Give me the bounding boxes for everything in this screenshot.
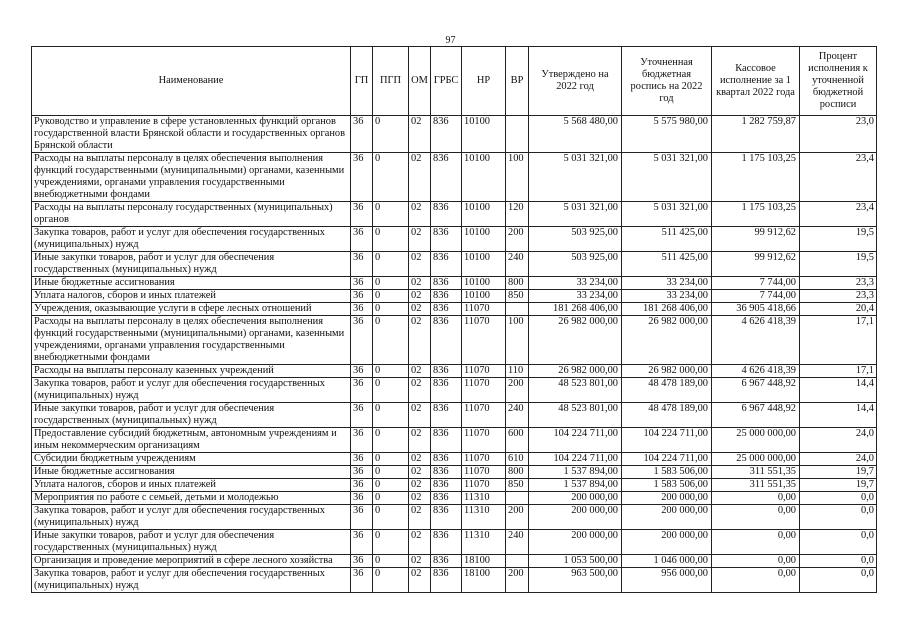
row-percent: 24,0: [800, 428, 877, 453]
row-ppgp: 0: [373, 453, 409, 466]
row-om: 02: [409, 303, 431, 316]
row-grbs: 836: [431, 153, 462, 202]
page-number: 97: [445, 35, 456, 46]
row-gp: 36: [351, 365, 373, 378]
row-om: 02: [409, 492, 431, 505]
row-cash: 6 967 448,92: [712, 378, 800, 403]
header-approved: Утверждено на 2022 год: [529, 47, 622, 116]
header-row: [32, 47, 877, 116]
row-cash: 4 626 418,39: [712, 365, 800, 378]
row-gp: 36: [351, 116, 373, 153]
row-nr: 10100: [462, 277, 506, 290]
row-ppgp: 0: [373, 530, 409, 555]
row-approved: 503 925,00: [529, 227, 622, 252]
row-name: Мероприятия по работе с семьей, детьми и молодежью: [32, 492, 351, 505]
row-grbs: 836: [431, 303, 462, 316]
row-cash: 99 912,62: [712, 252, 800, 277]
row-percent: 23,4: [800, 153, 877, 202]
row-name: Закупка товаров, работ и услуг для обеспечения государственных (муниципальных) нужд: [32, 568, 351, 593]
row-om: 02: [409, 505, 431, 530]
row-refined: 5 575 980,00: [622, 116, 712, 153]
row-gp: 36: [351, 453, 373, 466]
row-vr: 800: [506, 277, 529, 290]
row-vr: 100: [506, 153, 529, 202]
row-vr: 610: [506, 453, 529, 466]
table-row: [32, 555, 877, 568]
row-name: Иные бюджетные ассигнования: [32, 277, 351, 290]
table-row: [32, 290, 877, 303]
row-om: 02: [409, 378, 431, 403]
row-ppgp: 0: [373, 403, 409, 428]
row-approved: 200 000,00: [529, 492, 622, 505]
row-name: Иные закупки товаров, работ и услуг для обеспечения государственных (муниципальных) нужд: [32, 530, 351, 555]
row-om: 02: [409, 202, 431, 227]
row-grbs: 836: [431, 530, 462, 555]
row-grbs: 836: [431, 505, 462, 530]
header-vr: ВР: [506, 47, 529, 116]
row-cash: 25 000 000,00: [712, 453, 800, 466]
row-grbs: 836: [431, 365, 462, 378]
row-name: Руководство и управление в сфере установленных функций органов государственной власти Брянской области и государственных органов Брянской области: [32, 116, 351, 153]
table-row: [32, 568, 877, 593]
row-ppgp: 0: [373, 252, 409, 277]
row-gp: 36: [351, 428, 373, 453]
row-percent: 23,4: [800, 202, 877, 227]
row-percent: 0,0: [800, 530, 877, 555]
row-percent: 19,5: [800, 252, 877, 277]
row-refined: 33 234,00: [622, 277, 712, 290]
row-refined: 104 224 711,00: [622, 453, 712, 466]
row-nr: 10100: [462, 116, 506, 153]
row-name: Предоставление субсидий бюджетным, автономным учреждениям и иным некоммерческим организациям: [32, 428, 351, 453]
table-row: [32, 479, 877, 492]
row-gp: 36: [351, 479, 373, 492]
row-nr: 11070: [462, 316, 506, 365]
row-name: Учреждения, оказывающие услуги в сфере лесных отношений: [32, 303, 351, 316]
row-nr: 10100: [462, 290, 506, 303]
row-percent: 14,4: [800, 378, 877, 403]
row-approved: 26 982 000,00: [529, 365, 622, 378]
table-row: [32, 466, 877, 479]
row-grbs: 836: [431, 277, 462, 290]
row-cash: 99 912,62: [712, 227, 800, 252]
row-nr: 11070: [462, 428, 506, 453]
row-ppgp: 0: [373, 378, 409, 403]
row-nr: 11070: [462, 403, 506, 428]
row-cash: 25 000 000,00: [712, 428, 800, 453]
row-cash: 1 175 103,25: [712, 202, 800, 227]
row-refined: 200 000,00: [622, 505, 712, 530]
row-vr: 200: [506, 505, 529, 530]
row-ppgp: 0: [373, 505, 409, 530]
row-gp: 36: [351, 403, 373, 428]
table-body: [32, 116, 877, 593]
row-cash: 311 551,35: [712, 466, 800, 479]
row-refined: 1 046 000,00: [622, 555, 712, 568]
row-nr: 11310: [462, 492, 506, 505]
row-cash: 36 905 418,66: [712, 303, 800, 316]
row-percent: 19,5: [800, 227, 877, 252]
row-gp: 36: [351, 153, 373, 202]
row-vr: 240: [506, 252, 529, 277]
row-vr: [506, 303, 529, 316]
row-name: Расходы на выплаты персоналу казенных учреждений: [32, 365, 351, 378]
table-row: [32, 202, 877, 227]
row-vr: [506, 116, 529, 153]
row-name: Расходы на выплаты персоналу в целях обеспечения выполнения функций государственными (муниципальными) органами, казенными учреждениями, органами управления государственными внебюджетными фондами: [32, 153, 351, 202]
row-name: Уплата налогов, сборов и иных платежей: [32, 290, 351, 303]
row-cash: 6 967 448,92: [712, 403, 800, 428]
table-row: [32, 428, 877, 453]
row-ppgp: 0: [373, 303, 409, 316]
row-gp: 36: [351, 316, 373, 365]
row-om: 02: [409, 277, 431, 290]
row-vr: 240: [506, 403, 529, 428]
row-nr: 10100: [462, 252, 506, 277]
row-grbs: 836: [431, 492, 462, 505]
row-gp: 36: [351, 378, 373, 403]
row-nr: 11070: [462, 453, 506, 466]
row-percent: 0,0: [800, 555, 877, 568]
row-om: 02: [409, 428, 431, 453]
row-refined: 511 425,00: [622, 252, 712, 277]
row-approved: 33 234,00: [529, 277, 622, 290]
row-om: 02: [409, 153, 431, 202]
row-gp: 36: [351, 227, 373, 252]
row-gp: 36: [351, 277, 373, 290]
row-ppgp: 0: [373, 277, 409, 290]
row-vr: 200: [506, 568, 529, 593]
row-nr: 11070: [462, 378, 506, 403]
row-nr: 18100: [462, 568, 506, 593]
header-om: ОМ: [409, 47, 431, 116]
row-om: 02: [409, 466, 431, 479]
header-ppgp: ПГП: [373, 47, 409, 116]
header-nr: НР: [462, 47, 506, 116]
row-refined: 5 031 321,00: [622, 153, 712, 202]
row-percent: 24,0: [800, 453, 877, 466]
row-name: Субсидии бюджетным учреждениям: [32, 453, 351, 466]
row-vr: 240: [506, 530, 529, 555]
row-approved: 5 031 321,00: [529, 202, 622, 227]
row-om: 02: [409, 316, 431, 365]
table-row: [32, 277, 877, 290]
row-refined: 48 478 189,00: [622, 378, 712, 403]
row-nr: 10100: [462, 153, 506, 202]
table-row: [32, 505, 877, 530]
row-grbs: 836: [431, 555, 462, 568]
row-vr: [506, 555, 529, 568]
row-refined: 48 478 189,00: [622, 403, 712, 428]
row-gp: 36: [351, 202, 373, 227]
row-name: Закупка товаров, работ и услуг для обеспечения государственных (муниципальных) нужд: [32, 378, 351, 403]
row-grbs: 836: [431, 568, 462, 593]
row-om: 02: [409, 555, 431, 568]
row-ppgp: 0: [373, 202, 409, 227]
row-ppgp: 0: [373, 492, 409, 505]
row-nr: 11310: [462, 505, 506, 530]
table-row: [32, 492, 877, 505]
row-om: 02: [409, 290, 431, 303]
row-vr: 100: [506, 316, 529, 365]
row-percent: 20,4: [800, 303, 877, 316]
row-approved: 963 500,00: [529, 568, 622, 593]
row-percent: 0,0: [800, 505, 877, 530]
row-om: 02: [409, 365, 431, 378]
row-gp: 36: [351, 530, 373, 555]
row-approved: 33 234,00: [529, 290, 622, 303]
row-percent: 14,4: [800, 403, 877, 428]
row-vr: [506, 492, 529, 505]
row-nr: 11070: [462, 466, 506, 479]
row-name: Иные закупки товаров, работ и услуг для обеспечения государственных (муниципальных) нужд: [32, 403, 351, 428]
row-approved: 5 031 321,00: [529, 153, 622, 202]
row-grbs: 836: [431, 316, 462, 365]
row-cash: 0,00: [712, 492, 800, 505]
row-vr: 800: [506, 466, 529, 479]
row-refined: 33 234,00: [622, 290, 712, 303]
row-om: 02: [409, 252, 431, 277]
row-percent: 19,7: [800, 466, 877, 479]
row-grbs: 836: [431, 290, 462, 303]
header-refined: Уточненная бюджетная роспись на 2022 год: [622, 47, 712, 116]
row-approved: 5 568 480,00: [529, 116, 622, 153]
row-gp: 36: [351, 492, 373, 505]
table-row: [32, 403, 877, 428]
row-approved: 181 268 406,00: [529, 303, 622, 316]
row-gp: 36: [351, 252, 373, 277]
row-vr: 200: [506, 378, 529, 403]
row-cash: 1 175 103,25: [712, 153, 800, 202]
row-name: Уплата налогов, сборов и иных платежей: [32, 479, 351, 492]
row-name: Закупка товаров, работ и услуг для обеспечения государственных (муниципальных) нужд: [32, 227, 351, 252]
table-row: [32, 530, 877, 555]
row-name: Расходы на выплаты персоналу государственных (муниципальных) органов: [32, 202, 351, 227]
table-row: [32, 303, 877, 316]
row-ppgp: 0: [373, 290, 409, 303]
row-gp: 36: [351, 466, 373, 479]
row-name: Иные закупки товаров, работ и услуг для обеспечения государственных (муниципальных) нужд: [32, 252, 351, 277]
row-cash: 0,00: [712, 555, 800, 568]
row-refined: 5 031 321,00: [622, 202, 712, 227]
row-vr: 200: [506, 227, 529, 252]
row-grbs: 836: [431, 252, 462, 277]
row-nr: 10100: [462, 227, 506, 252]
row-om: 02: [409, 227, 431, 252]
row-cash: 0,00: [712, 530, 800, 555]
row-grbs: 836: [431, 479, 462, 492]
row-grbs: 836: [431, 403, 462, 428]
row-percent: 17,1: [800, 316, 877, 365]
row-grbs: 836: [431, 428, 462, 453]
row-nr: 11310: [462, 530, 506, 555]
row-grbs: 836: [431, 227, 462, 252]
row-refined: 1 583 506,00: [622, 466, 712, 479]
row-grbs: 836: [431, 202, 462, 227]
row-percent: 0,0: [800, 492, 877, 505]
row-ppgp: 0: [373, 316, 409, 365]
row-gp: 36: [351, 555, 373, 568]
header-grbs: ГРБС: [431, 47, 462, 116]
row-cash: 1 282 759,87: [712, 116, 800, 153]
row-gp: 36: [351, 505, 373, 530]
header-percent: Процент исполнения к уточненной бюджетной росписи: [800, 47, 877, 116]
row-vr: 850: [506, 479, 529, 492]
row-nr: 11070: [462, 365, 506, 378]
row-name: Иные бюджетные ассигнования: [32, 466, 351, 479]
header-cash: Кассовое исполнение за 1 квартал 2022 года: [712, 47, 800, 116]
row-approved: 200 000,00: [529, 505, 622, 530]
row-percent: 23,3: [800, 290, 877, 303]
table-row: [32, 316, 877, 365]
row-grbs: 836: [431, 453, 462, 466]
row-refined: 26 982 000,00: [622, 316, 712, 365]
row-grbs: 836: [431, 466, 462, 479]
header-gp: ГП: [351, 47, 373, 116]
row-ppgp: 0: [373, 428, 409, 453]
row-ppgp: 0: [373, 555, 409, 568]
row-ppgp: 0: [373, 466, 409, 479]
table-row: [32, 252, 877, 277]
row-approved: 1 053 500,00: [529, 555, 622, 568]
row-name: Закупка товаров, работ и услуг для обеспечения государственных (муниципальных) нужд: [32, 505, 351, 530]
row-om: 02: [409, 530, 431, 555]
row-cash: 0,00: [712, 505, 800, 530]
row-om: 02: [409, 479, 431, 492]
row-gp: 36: [351, 568, 373, 593]
row-vr: 110: [506, 365, 529, 378]
row-cash: 7 744,00: [712, 277, 800, 290]
row-percent: 0,0: [800, 568, 877, 593]
budget-table: [31, 46, 877, 593]
table-row: [32, 365, 877, 378]
row-percent: 17,1: [800, 365, 877, 378]
table-row: [32, 453, 877, 466]
row-approved: 1 537 894,00: [529, 479, 622, 492]
header-name: Наименование: [32, 47, 351, 116]
row-refined: 200 000,00: [622, 492, 712, 505]
row-nr: 11070: [462, 303, 506, 316]
row-cash: 0,00: [712, 568, 800, 593]
row-ppgp: 0: [373, 153, 409, 202]
row-cash: 311 551,35: [712, 479, 800, 492]
row-refined: 511 425,00: [622, 227, 712, 252]
row-nr: 10100: [462, 202, 506, 227]
row-om: 02: [409, 568, 431, 593]
row-ppgp: 0: [373, 568, 409, 593]
row-nr: 18100: [462, 555, 506, 568]
row-name: Организация и проведение мероприятий в сфере лесного хозяйства: [32, 555, 351, 568]
row-refined: 1 583 506,00: [622, 479, 712, 492]
row-ppgp: 0: [373, 116, 409, 153]
row-cash: 7 744,00: [712, 290, 800, 303]
row-refined: 200 000,00: [622, 530, 712, 555]
row-refined: 104 224 711,00: [622, 428, 712, 453]
row-approved: 48 523 801,00: [529, 378, 622, 403]
row-om: 02: [409, 453, 431, 466]
row-grbs: 836: [431, 378, 462, 403]
row-refined: 26 982 000,00: [622, 365, 712, 378]
row-gp: 36: [351, 303, 373, 316]
table-row: [32, 116, 877, 153]
row-ppgp: 0: [373, 227, 409, 252]
row-om: 02: [409, 116, 431, 153]
row-approved: 48 523 801,00: [529, 403, 622, 428]
row-approved: 503 925,00: [529, 252, 622, 277]
table-row: [32, 227, 877, 252]
row-ppgp: 0: [373, 479, 409, 492]
row-vr: 120: [506, 202, 529, 227]
row-vr: 850: [506, 290, 529, 303]
row-approved: 104 224 711,00: [529, 453, 622, 466]
row-om: 02: [409, 403, 431, 428]
row-name: Расходы на выплаты персоналу в целях обеспечения выполнения функций государственными (муниципальными) органами, казенными учреждениями, органами управления государственными внебюджетными фондами: [32, 316, 351, 365]
table-row: [32, 153, 877, 202]
row-nr: 11070: [462, 479, 506, 492]
row-percent: 23,3: [800, 277, 877, 290]
row-gp: 36: [351, 290, 373, 303]
row-grbs: 836: [431, 116, 462, 153]
table-row: [32, 378, 877, 403]
row-approved: 26 982 000,00: [529, 316, 622, 365]
row-approved: 200 000,00: [529, 530, 622, 555]
row-approved: 104 224 711,00: [529, 428, 622, 453]
row-percent: 23,0: [800, 116, 877, 153]
row-refined: 956 000,00: [622, 568, 712, 593]
row-ppgp: 0: [373, 365, 409, 378]
row-refined: 181 268 406,00: [622, 303, 712, 316]
row-approved: 1 537 894,00: [529, 466, 622, 479]
row-cash: 4 626 418,39: [712, 316, 800, 365]
row-vr: 600: [506, 428, 529, 453]
row-percent: 19,7: [800, 479, 877, 492]
